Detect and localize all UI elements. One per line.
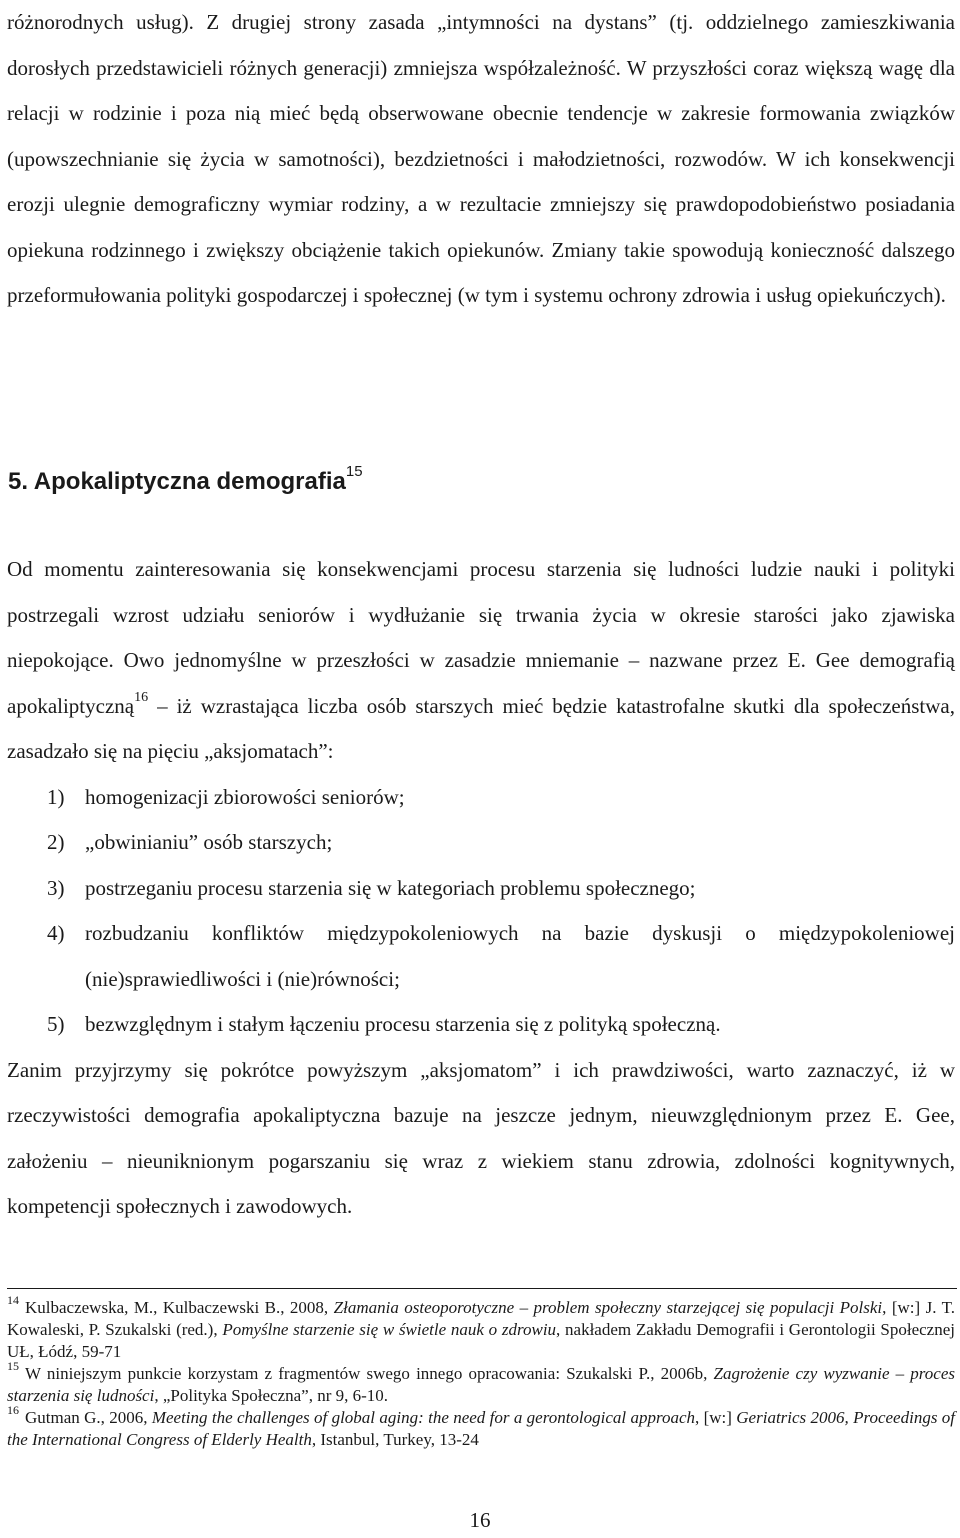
footnote-title-text: Zagrożenie czy wyzwanie – proces starzenia się ludności [7, 1364, 955, 1405]
footnote-title-text: Pomyślne starzenie się w świetle nauk o zdrowiu [222, 1320, 557, 1339]
footnote-16 [7, 1403, 956, 1451]
intro-paragraph: różnorodnych usług). Z drugiej strony zasada „intymności na dystans” (tj. oddzielnego zamieszkiwania dorosłych przedstawicieli różnych generacji) zmniejsza współzależność. W przyszłości coraz większą wagę dla relacji w rodzinie i poza nią mieć będą obserwowane obecnie tendencje w zakresie formowania związków (upowszechnianie się życia w samotności), bezdzietności i małodzietności, rozwodów. W ich konsekwencji erozji ulegnie demograficzny wymiar rodziny, a w rezultacie zmniejszy się prawdopodobieństwo posiadania opiekuna rodzinnego i zwiększy obciążenie takich opiekunów. Zmiany takie spowodują konieczność dalszego przeformułowania polityki gospodarczej i społecznej (w tym i systemu ochrony zdrowia i usług opiekuńczych). [7, 10, 955, 307]
footnote-title-text: Geriatrics 2006, Proceedings of the International Congress of Elderly Health [7, 1408, 956, 1449]
section-paragraph-1 [7, 547, 955, 775]
footnote-number: 16 [7, 1403, 19, 1418]
list-item [7, 775, 955, 821]
list-item-text: „obwinianiu” osób starszych; [85, 830, 333, 854]
list-item-text: homogenizacji zbiorowości seniorów; [85, 784, 405, 809]
list-item [7, 866, 955, 912]
footnote-text: , [w:] J. T. Kowaleski, P. Szukalski (red.), [7, 1298, 955, 1339]
page-number: 16 [469, 1508, 491, 1532]
footnote-text: W niniejszym punkcie korzystam z fragmentów swego innego opracowania: Szukalski P., 2006b, [25, 1364, 714, 1383]
footnote-separator [7, 1288, 957, 1289]
footnotes [7, 1293, 956, 1451]
list-item [7, 911, 955, 1002]
footnote-title-text: Złamania osteoporotyczne – problem społeczny starzejącej się populacji Polski [333, 1298, 883, 1317]
footnote-text: , „Polityka Społeczna”, nr 9, 6-10. [154, 1386, 389, 1405]
list-item-number: 5) [47, 1012, 65, 1036]
list-item-number: 2) [47, 830, 65, 854]
section-heading [8, 463, 363, 496]
section-paragraph-2: Zanim przyjrzymy się pokrótce powyższym „aksjomatom” i ich prawdziwości, warto zaznaczyć, iż w rzeczywistości demografia apokaliptyczna bazuje na jeszcze jednym, nieuwzględnionym przez E. Gee, założeniu – nieuniknionym pogarszaniu się wraz z wiekiem stanu zdrowia, zdolności kognitywnych, kompetencji społecznych i zawodowych. [7, 1057, 955, 1218]
section-title-footnote-ref[interactable]: 15 [345, 463, 363, 480]
paragraph-1-text-a: Od momentu zainteresowania się konsekwencjami procesu starzenia się ludności ludzie nauki i polityki postrzegali wzrost udziału seniorów i wydłużanie się trwania życia w okresie starości jako zjawiska niepokojące. Owo jednomyślne w przeszłości w zasadzie mniemanie – nazwane przez E. Gee demografią apokaliptyczną [7, 557, 955, 718]
footnote-text: , Istanbul, Turkey, 13-24 [311, 1430, 479, 1449]
footnote-15 [7, 1359, 955, 1407]
list-item-text: bezwzględnym i stałym łączeniu procesu starzenia się z polityką społeczną. [85, 1012, 721, 1036]
axiom-list [7, 775, 955, 1048]
footnote-text: , [w:] [695, 1408, 737, 1427]
list-item-number: 4) [47, 921, 65, 945]
footnote-text: Gutman G., 2006, [25, 1408, 152, 1427]
list-item [7, 1002, 955, 1048]
footnote-title-text: Meeting the challenges of global aging: the need for a gerontological approach [151, 1408, 696, 1427]
section-title: 5. Apokaliptyczna demografia [8, 468, 346, 495]
paragraph-1-text-b: – iż wzrastająca liczba osób starszych mieć będzie katastrofalne skutki dla społeczeństwa, zasadzało się na pięciu „aksjomatach”: [7, 693, 955, 763]
footnote-ref-16[interactable]: 16 [134, 689, 149, 705]
section-body [7, 547, 955, 1230]
footnote-text: Kulbaczewska, M., Kulbaczewski B., 2008, [25, 1298, 334, 1317]
footnote-number: 14 [7, 1293, 19, 1308]
footnote-text: , nakładem Zakładu Demografii i Gerontologii Społecznej UŁ, Łódź, 59-71 [7, 1320, 955, 1361]
footnote-number: 15 [7, 1359, 19, 1374]
list-item-text: rozbudzaniu konfliktów międzypokoleniowych na bazie dyskusji o międzypokoleniowej (nie)sprawiedliwości i (nie)równości; [85, 921, 955, 991]
list-item-number: 1) [47, 784, 65, 809]
list-item [7, 820, 955, 866]
list-item-number: 3) [47, 875, 65, 900]
list-item-text: postrzeganiu procesu starzenia się w kategoriach problemu społecznego; [85, 875, 696, 900]
footnote-14 [7, 1293, 955, 1363]
